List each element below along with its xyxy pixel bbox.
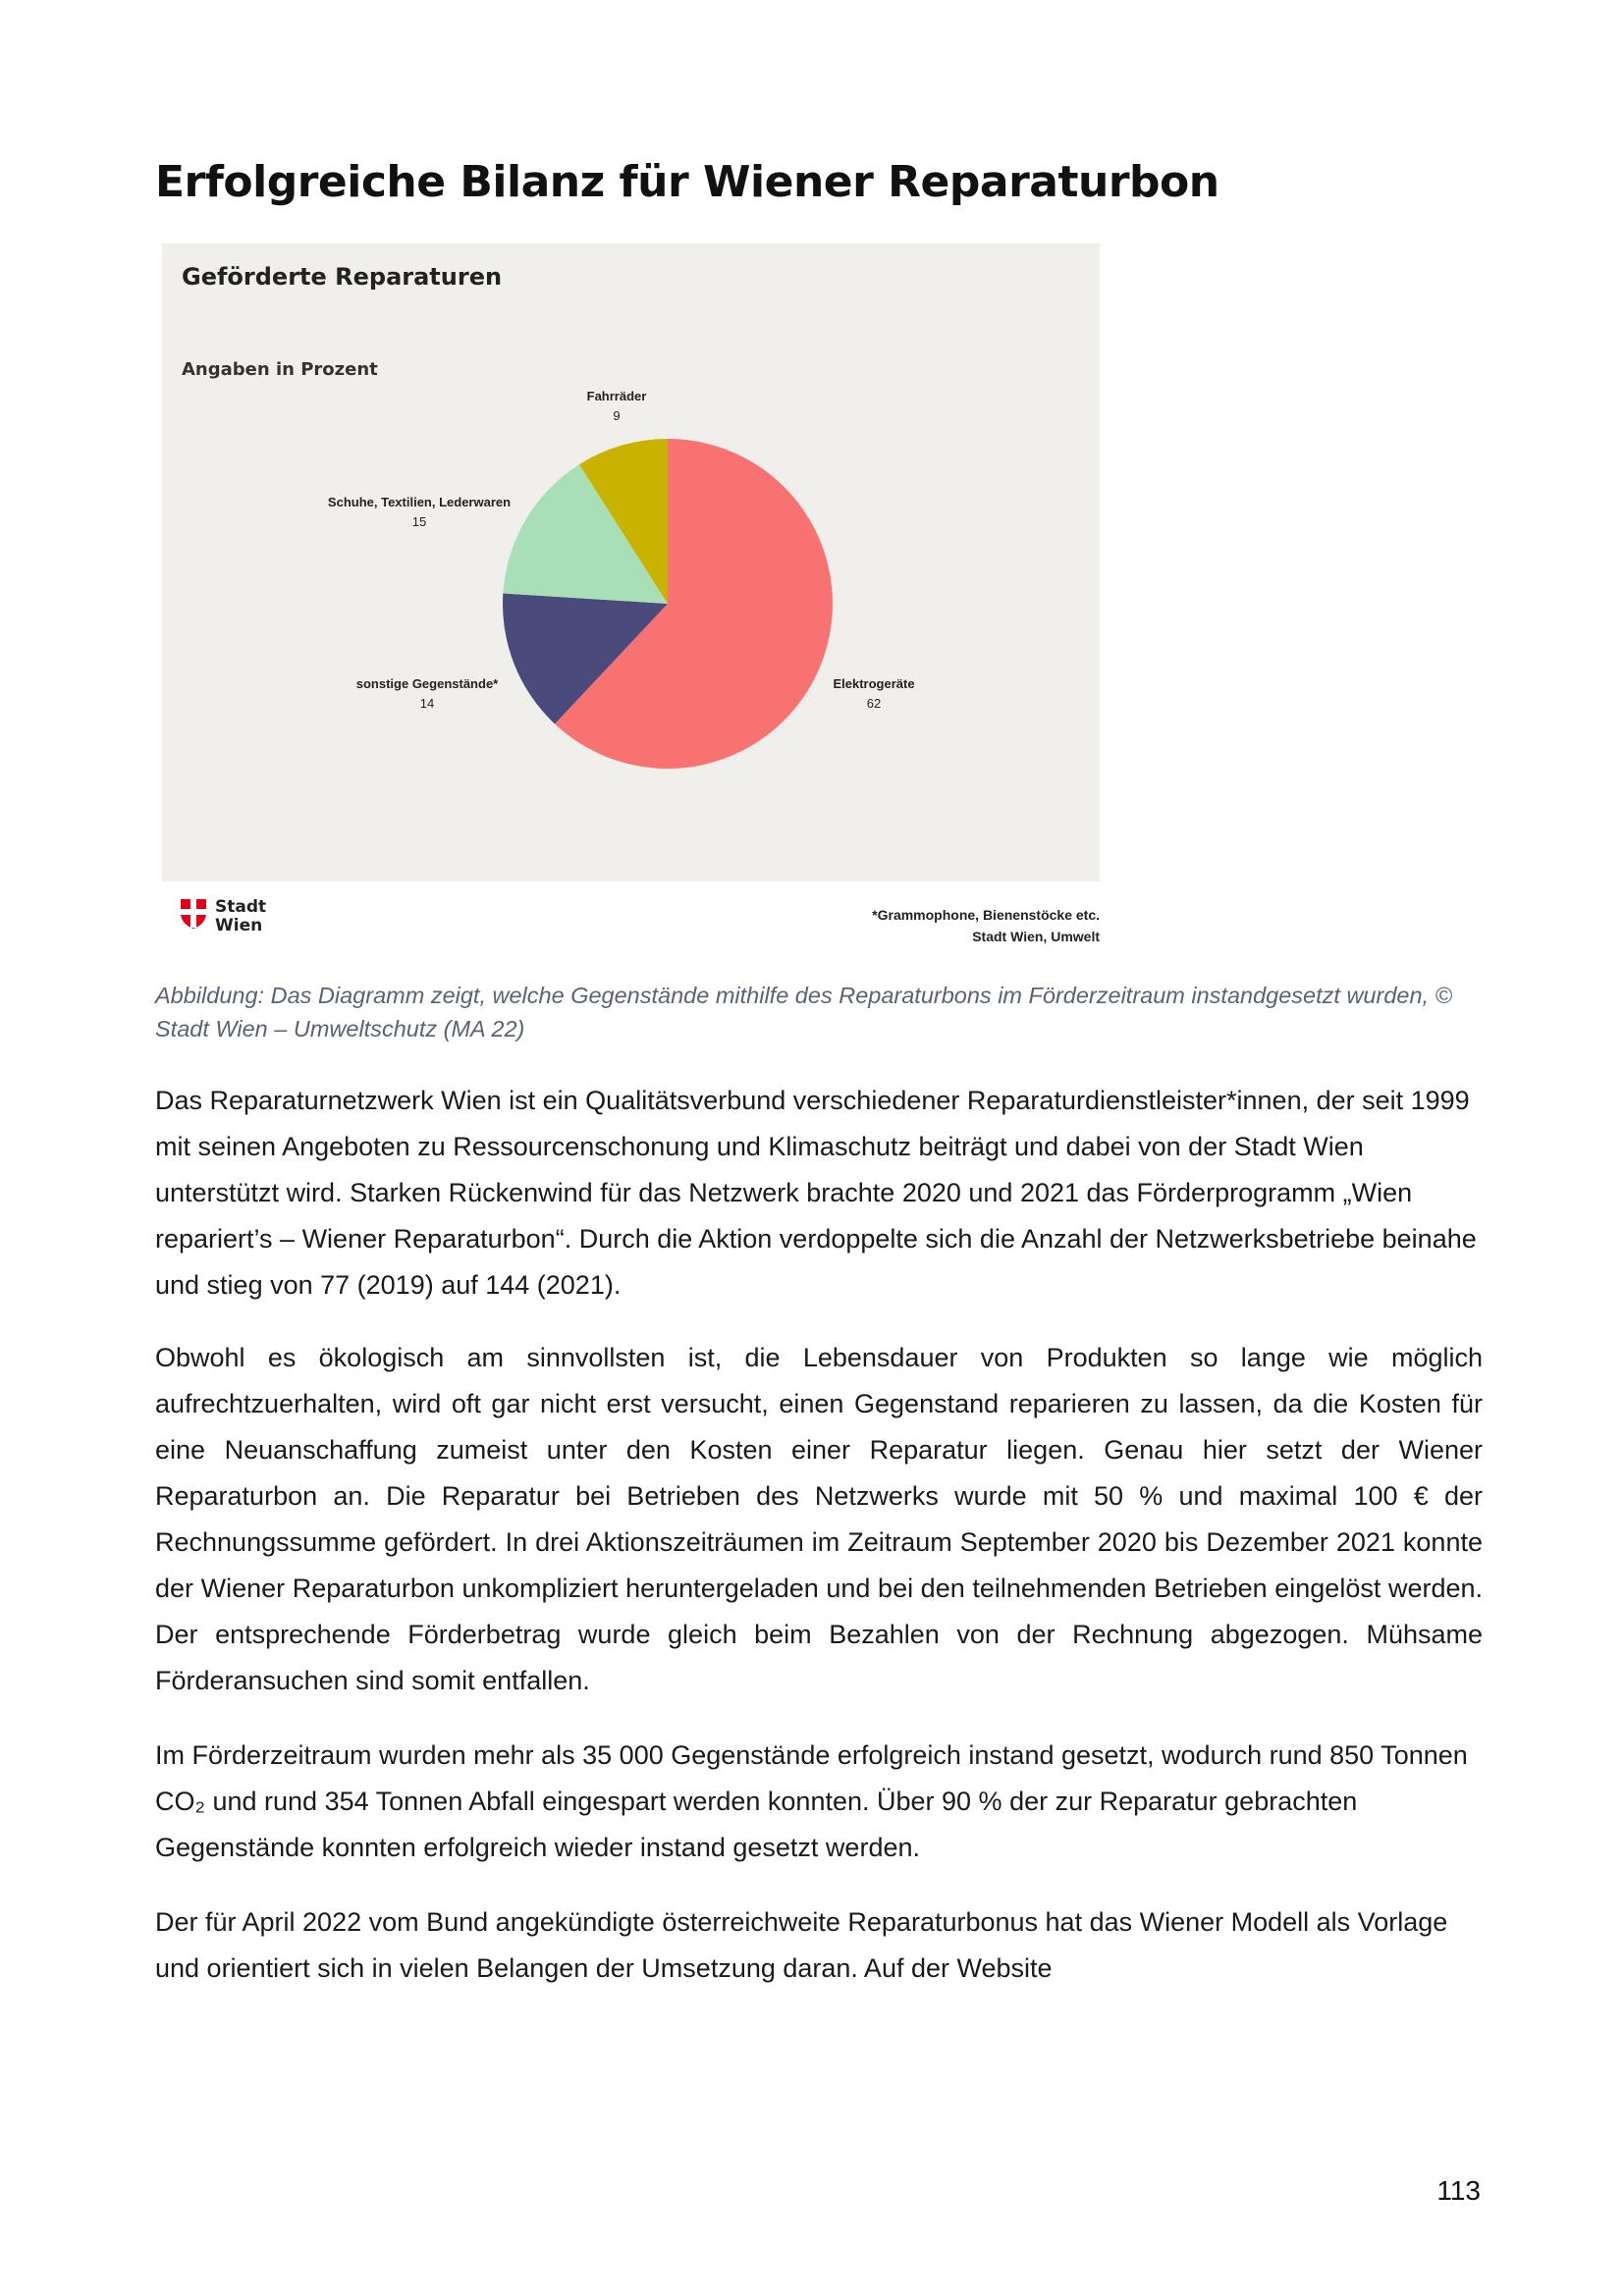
chart-subtitle: Angaben in Prozent [182, 359, 378, 380]
slice-value-2: 14 [419, 696, 435, 711]
stadt-wien-logo [180, 898, 266, 935]
logo-text-stadt: Stadt [215, 897, 267, 917]
footnote-source: Stadt Wien, Umwelt [972, 929, 1100, 944]
slice-value-4: 9 [613, 408, 621, 423]
slice-value-1: 62 [866, 696, 882, 711]
page-title: Erfolgreiche Bilanz für Wiener Reparaturbon [155, 157, 1219, 207]
pie-chart-panel [162, 243, 1100, 881]
slice-label-1: Elektrogeräte [833, 676, 915, 691]
wien-shield-icon [180, 898, 207, 930]
figure-footer [162, 898, 1100, 957]
slice-label-2: sonstige Gegenstände* [355, 676, 499, 691]
footnote-line-1: *Grammophone, Bienenstöcke etc. [872, 907, 1100, 923]
chart-footnote [872, 904, 1100, 947]
logo-text [215, 898, 266, 935]
slice-label-3: Schuhe, Textilien, Lederwaren [327, 495, 512, 509]
paragraph-4: Der für April 2022 vom Bund angekündigte österreichweite Reparaturbonus hat das Wiener Modell als Vorlage und orientiert sich in vielen Belangen der Umsetzung daran. Auf der Website [155, 1907, 1448, 1983]
figure-caption: Abbildung: Das Diagramm zeigt, welche Gegenstände mithilfe des Reparaturbons im Förderzeitraum instandgesetzt wurden, © Stadt Wien – Umweltschutz (MA 22) [155, 983, 1452, 1041]
slice-value-3: 15 [411, 514, 427, 529]
pie-chart [162, 243, 1100, 881]
logo-text-wien: Wien [215, 916, 263, 935]
chart-title: Geförderte Reparaturen [182, 263, 503, 291]
paragraph-3: Im Förderzeitraum wurden mehr als 35 000 Gegenstände erfolgreich instand gesetzt, wodurch rund 850 Tonnen CO₂ und rund 354 Tonnen Abfall eingespart werden konnten. Über 90 % der zur Reparatur gebrachten Gegenstände konnten erfolgreich wieder instand gesetzt werden. [155, 1740, 1468, 1862]
slice-label-4: Fahrräder [586, 389, 647, 403]
paragraph-2: Obwohl es ökologisch am sinnvollsten ist, die Lebensdauer von Produkten so lange wie möglich aufrechtzuerhalten, wird oft gar nicht erst versucht, einen Gegenstand reparieren zu lassen, da die Kosten für eine Neuanschaffung zumeist unter den Kosten einer Reparatur liegen. Genau hier setzt der Wiener Reparaturbon an. Die Reparatur bei Betrieben des Netzwerks wurde mit 50 % und maximal 100 € der Rechnungssumme gefördert. In drei Aktionszeiträumen im Zeitraum September 2020 bis Dezember 2021 konnte der Wiener Reparaturbon unkompliziert heruntergeladen und bei den teilnehmenden Betrieben eingelöst werden. Der entsprechende Förderbetrag wurde gleich beim Bezahlen von der Rechnung abgezogen. Mühsame Förderansuchen sind somit entfallen. [155, 1343, 1483, 1695]
paragraph-1: Das Reparaturnetzwerk Wien ist ein Qualitätsverbund verschiedener Reparaturdienstleister*innen, der seit 1999 mit seinen Angeboten zu Ressourcenschonung und Klimaschutz beiträgt und dabei von der Stadt Wien unterstützt wird. Starken Rückenwind für das Netzwerk brachte 2020 und 2021 das Förderprogramm „Wien repariert’s – Wiener Reparaturbon“. Durch die Aktion verdoppelte sich die Anzahl der Netzwerksbetriebe beinahe und stieg von 77 (2019) auf 144 (2021). [155, 1086, 1477, 1300]
page-number: 113 [1436, 2175, 1481, 2206]
